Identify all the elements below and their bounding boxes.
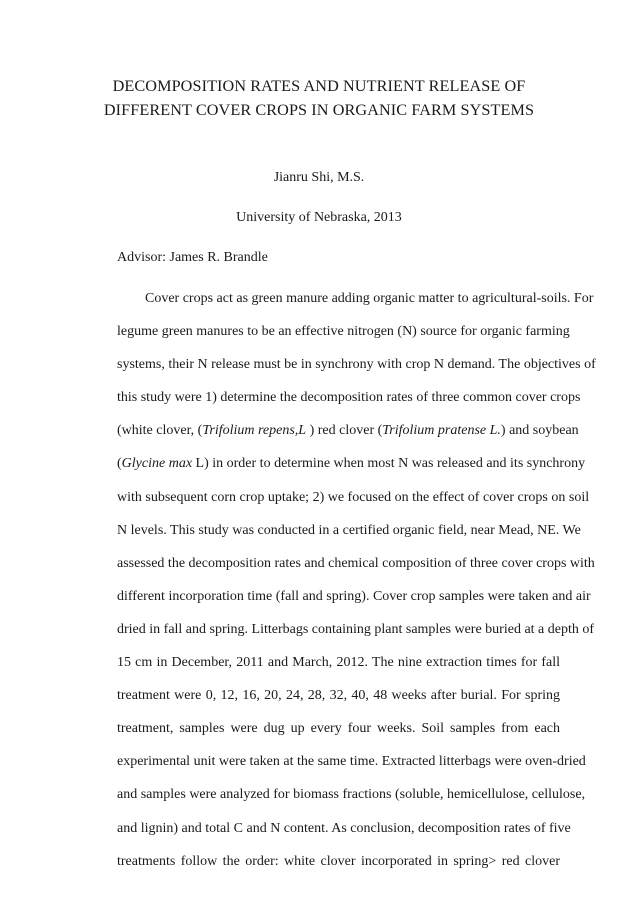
species-name-white-clover: Trifolium repens,L (202, 423, 307, 439)
abstract-line-15: experimental unit were taken at the same time. Extracted litterbags were oven-dried (117, 754, 586, 770)
abstract-line-12: 15 cm in December, 2011 and March, 2012. The nine extraction times for fall (117, 655, 560, 671)
abstract-line-13: treatment were 0, 12, 16, 20, 24, 28, 32, 40, 48 weeks after burial. For spring (117, 688, 560, 704)
abstract-line-5-text-1: (white clover, ( (117, 423, 203, 439)
species-name-soybean: Glycine max (121, 456, 193, 472)
abstract-line-7: with subsequent corn crop uptake; 2) we focused on the effect of cover crops on soil (117, 489, 590, 505)
abstract-line-16: and samples were analyzed for biomass fractions (soluble, hemicellulose, cellulose, (117, 787, 586, 803)
abstract-line-8: N levels. This study was conducted in a certified organic field, near Mead, NE. We (117, 522, 581, 538)
abstract-body (117, 282, 596, 878)
title-line-2: DIFFERENT COVER CROPS IN ORGANIC FARM SYSTEMS (103, 101, 535, 119)
abstract-line-14: treatment, samples were dug up every four weeks. Soil samples from each (117, 721, 560, 737)
abstract-line-6 (117, 447, 586, 480)
abstract-line-18: treatments follow the order: white clover incorporated in spring> red clover (117, 853, 560, 869)
abstract-line-2: legume green manures to be an effective nitrogen (N) source for organic farming (117, 324, 570, 340)
abstract-line-5 (117, 414, 579, 447)
abstract-line-5-text-3: ) and soybean (500, 423, 579, 439)
abstract-line-6-text-1: ( (117, 456, 122, 472)
abstract-line-17: and lignin) and total C and N content. As conclusion, decomposition rates of five (117, 820, 571, 836)
abstract-line-5-text-2: ) red clover ( (306, 423, 383, 439)
abstract-line-11: dried in fall and spring. Litterbags containing plant samples were buried at a depth of (117, 621, 595, 637)
advisor-line: Advisor: James R. Brandle (117, 250, 268, 265)
abstract-line-1: Cover crops act as green manure adding organic matter to agricultural-soils. For (145, 291, 594, 306)
thesis-title (0, 74, 638, 122)
abstract-line-9: assessed the decomposition rates and chemical composition of three cover crops with (117, 555, 595, 571)
affiliation: University of Nebraska, 2013 (236, 210, 402, 225)
abstract-line-10: different incorporation time (fall and spring). Cover crop samples were taken and air (117, 588, 591, 604)
title-line-1: DECOMPOSITION RATES AND NUTRIENT RELEASE OF (112, 77, 526, 95)
abstract-line-4: this study were 1) determine the decomposition rates of three common cover crops (117, 390, 581, 406)
abstract-line-6-text-2: L) in order to determine when most N was released and its synchrony (192, 456, 586, 472)
abstract-line-3: systems, their N release must be in synchrony with crop N demand. The objectives of (117, 357, 596, 373)
author-name: Jianru Shi, M.S. (273, 170, 365, 185)
species-name-red-clover: Trifolium pratense L. (382, 423, 501, 439)
